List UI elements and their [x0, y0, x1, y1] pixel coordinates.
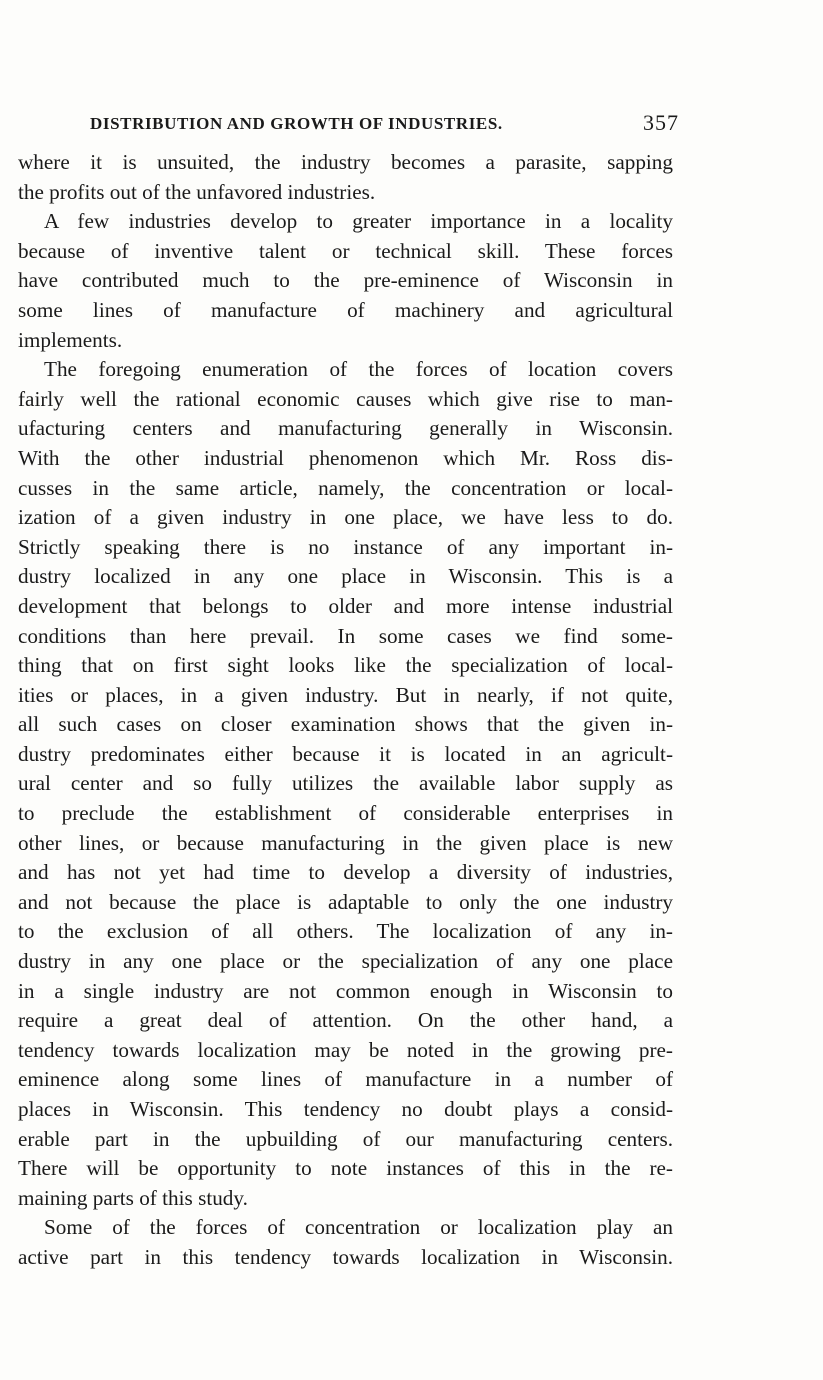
text-line: to the exclusion of all others. The localization of any in-	[18, 919, 673, 944]
text-line: places in Wisconsin. This tendency no doubt plays a consid-	[18, 1097, 673, 1121]
text-line: conditions than here prevail. In some cases we find some-	[18, 623, 673, 648]
text-line: development that belongs to older and more intense industrial	[18, 593, 673, 618]
text-line: dustry in any one place or the specialization of any one place	[18, 949, 673, 974]
paragraph	[18, 1213, 673, 1272]
text-line: because of inventive talent or technical skill. These forces	[18, 238, 673, 263]
paragraph	[18, 207, 673, 355]
page-number: 357	[643, 110, 679, 135]
text-line: to preclude the establishment of considerable enterprises in	[18, 801, 673, 826]
text-line: The foregoing enumeration of the forces of location covers	[44, 357, 673, 382]
book-page	[18, 108, 679, 1273]
text-line: ization of a given industry in one place, we have less to do.	[18, 505, 673, 530]
text-line: erable part in the upbuilding of our manufacturing centers.	[18, 1126, 673, 1151]
text-line: all such cases on closer examination shows that the given in-	[18, 712, 673, 737]
body-text	[18, 148, 673, 1273]
text-line: dustry localized in any one place in Wisconsin. This is a	[18, 564, 673, 589]
text-line: tendency towards localization may be noted in the growing pre-	[18, 1037, 673, 1062]
text-line: other lines, or because manufacturing in the given place is new	[18, 830, 673, 855]
text-line: cusses in the same article, namely, the concentration or local-	[18, 475, 673, 500]
text-line: Strictly speaking there is no instance of any important in-	[18, 534, 673, 559]
page-header	[18, 108, 679, 144]
text-line: ities or places, in a given industry. But in nearly, if not quite,	[18, 682, 673, 707]
text-line: active part in this tendency towards localization in Wisconsin.	[18, 1244, 673, 1269]
running-head: DISTRIBUTION AND GROWTH OF INDUSTRIES.	[90, 114, 503, 133]
text-line: and has not yet had time to develop a diversity of industries,	[18, 860, 673, 885]
text-line: ural center and so fully utilizes the available labor supply as	[18, 771, 673, 796]
paragraph	[18, 148, 673, 207]
text-line: thing that on first sight looks like the specialization of local-	[18, 653, 673, 678]
text-line: Some of the forces of concentration or localization play an	[44, 1215, 673, 1240]
text-line: There will be opportunity to note instances of this in the re-	[18, 1156, 673, 1181]
text-line: With the other industrial phenomenon which Mr. Ross dis-	[18, 445, 673, 470]
text-line: and not because the place is adaptable to only the one industry	[18, 889, 673, 914]
text-line: fairly well the rational economic causes which give rise to man-	[18, 386, 673, 411]
text-line: eminence along some lines of manufacture in a number of	[18, 1067, 673, 1092]
text-line: where it is unsuited, the industry becomes a parasite, sapping	[18, 150, 673, 174]
text-line: in a single industry are not common enough in Wisconsin to	[18, 978, 673, 1003]
text-line: A few industries develop to greater importance in a locality	[44, 209, 673, 234]
text-line: ufacturing centers and manufacturing generally in Wisconsin.	[18, 416, 673, 441]
text-line: require a great deal of attention. On the other hand, a	[18, 1008, 673, 1033]
paragraph	[18, 355, 673, 1213]
text-line: maining parts of this study.	[18, 1185, 248, 1210]
text-line: some lines of manufacture of machinery and agricultural	[18, 297, 673, 322]
text-line: dustry predominates either because it is located in an agricult-	[18, 741, 673, 766]
text-line: the profits out of the unfavored industries.	[18, 179, 376, 204]
text-line: implements.	[18, 327, 123, 352]
text-line: have contributed much to the pre-eminence of Wisconsin in	[18, 268, 673, 293]
